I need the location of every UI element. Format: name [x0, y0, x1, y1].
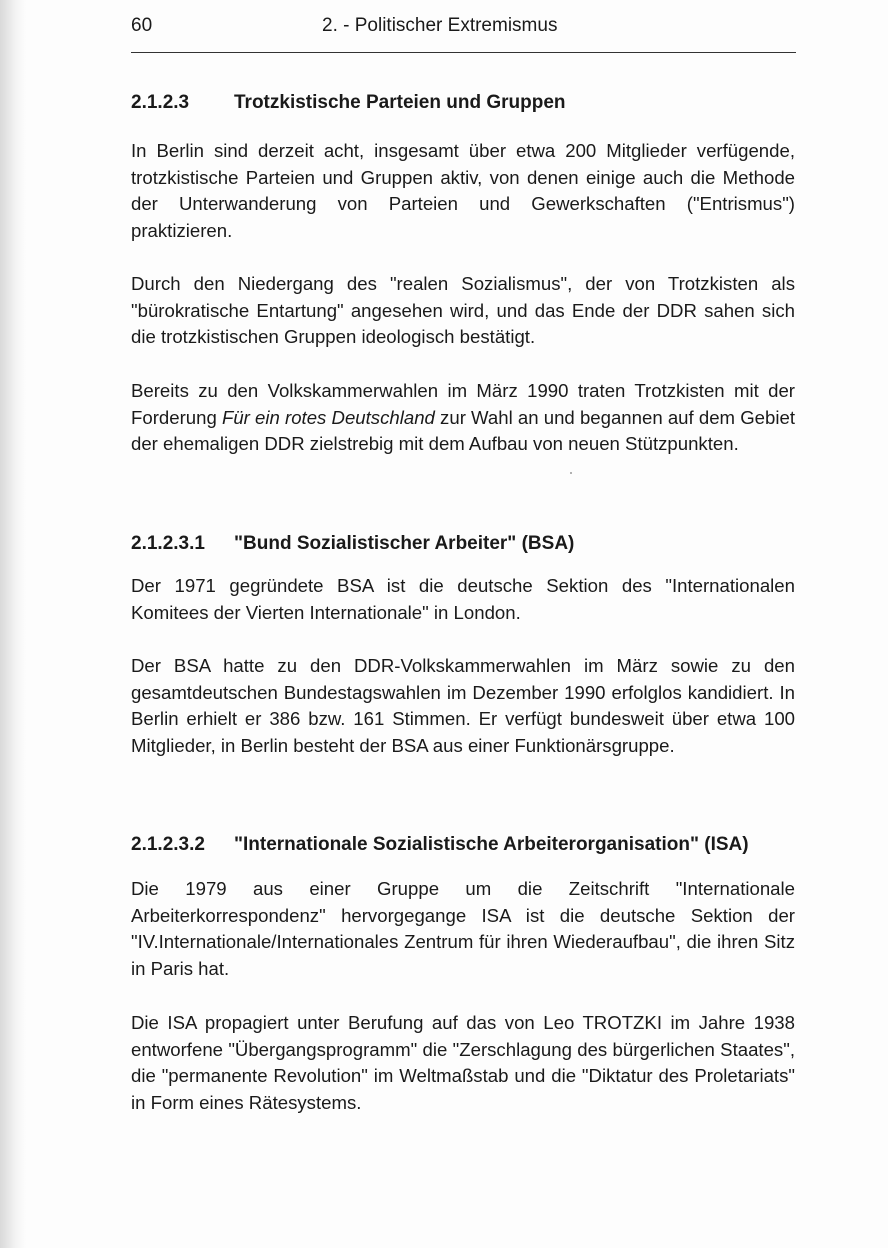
- paragraph: Die ISA propagiert unter Berufung auf das von Leo TROTZKI im Jahre 1938 entworfene "Übergangsprogramm" die "Zerschlagung des bürgerlichen Staates", die "permanente Revolution" im Weltmaßstab und die "Diktatur des Proletariats" in Form eines Rätesystems.: [131, 1012, 795, 1113]
- section-number: 2.1.2.3: [131, 92, 190, 113]
- paragraph: Durch den Niedergang des "realen Sozialismus", der von Trotzkisten als "bürokratische Entartung" angesehen wird, und das Ende der DDR sahen sich die trotzkistischen Gruppen ideologisch bestätigt.: [131, 273, 795, 347]
- italic-slogan: Für ein rotes Deutschland: [221, 406, 435, 428]
- section-number: 2.1.2.3.2: [131, 834, 205, 855]
- page-number: 60: [131, 15, 153, 36]
- paragraph-text: zur Wahl an und begannen auf dem Gebiet der ehemaligen DDR zielstrebig mit dem Aufbau von neuen Stützpunkten.: [131, 406, 795, 454]
- paragraph: Der BSA hatte zu den DDR-Volkskammerwahlen im März sowie zu den gesamtdeutschen Bundestagswahlen im Dezember 1990 erfolglos kandidiert. In Berlin erhielt er 386 bzw. 161 Stimmen. Er verfügt bundesweit über etwa 100 Mitglieder, in Berlin besteht der BSA aus einer Funktionärsgruppe.: [131, 655, 795, 756]
- section-title: "Internationale Sozialistische Arbeiterorganisation" (ISA): [234, 834, 749, 855]
- paragraph: Der 1971 gegründete BSA ist die deutsche Sektion des "Internationalen Komitees der Vierten Internationale" in London.: [131, 575, 795, 623]
- section-title: "Bund Sozialistischer Arbeiter" (BSA): [234, 533, 575, 554]
- section-heading-2-1-2-3: [131, 92, 566, 114]
- paragraph: In Berlin sind derzeit acht, insgesamt über etwa 200 Mitglieder verfügende, trotzkistische Parteien und Gruppen aktiv, von denen einige auch die Methode der Unterwanderung von Parteien und Gewerkschaften ("Entrismus") praktizieren.: [131, 140, 795, 241]
- paragraph: Die 1979 aus einer Gruppe um die Zeitschrift "Internationale Arbeiterkorrespondenz" hervorgegange ISA ist die deutsche Sektion der "IV.Internationale/Internationales Zentrum für ihren Wiederaufbau", die ihren Sitz in Paris hat.: [131, 878, 795, 979]
- section-title: Trotzkistische Parteien und Gruppen: [234, 92, 566, 113]
- paragraph-text: Bereits zu den Volkskammerwahlen im März 1990 traten Trotzkisten mit der Forderung: [131, 380, 795, 428]
- scan-edge-shadow: [0, 0, 26, 1248]
- header-rule: [131, 52, 796, 53]
- section-heading-2-1-2-3-1: [131, 533, 574, 555]
- scan-speck: [570, 472, 572, 474]
- running-header-title: 2. - Politischer Extremismus: [322, 15, 558, 36]
- section-heading-2-1-2-3-2: [131, 834, 749, 856]
- paragraph: [131, 378, 795, 458]
- section-number: 2.1.2.3.1: [131, 533, 205, 554]
